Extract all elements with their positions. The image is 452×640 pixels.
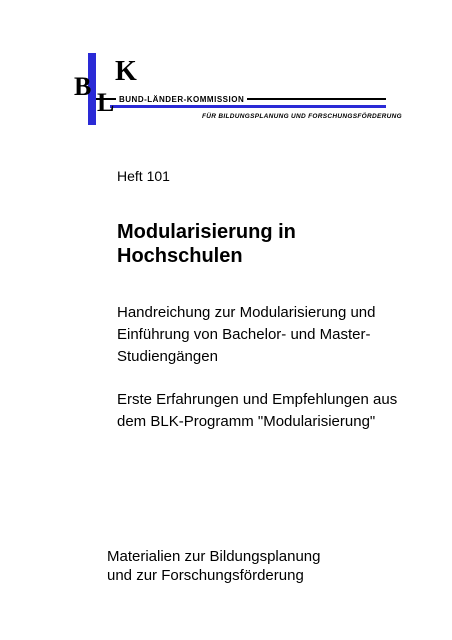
footer-line: und zur Forschungsförderung — [107, 567, 304, 584]
paragraph-line: dem BLK-Programm "Modularisierung" — [117, 413, 376, 430]
logo-subtitle: FÜR BILDUNGSPLANUNG UND FORSCHUNGSFÖRDERUNG — [202, 113, 402, 120]
logo-letter-l: L — [97, 88, 115, 117]
logo-blue-rule — [110, 105, 386, 108]
paragraph-line: Handreichung zur Modularisierung und — [117, 304, 376, 321]
description-paragraph — [117, 389, 427, 433]
title-line: Hochschulen — [117, 245, 243, 267]
logo-commission-name: BUND-LÄNDER-KOMMISSION — [116, 95, 247, 104]
blk-logo — [70, 50, 400, 130]
title-line: Modularisierung in — [117, 221, 296, 243]
subtitle-paragraph — [117, 302, 427, 368]
logo-letter-b: B — [74, 72, 92, 101]
series-footer — [107, 547, 320, 585]
paragraph-line: Einführung von Bachelor- und Master- — [117, 326, 371, 343]
footer-line: Materialien zur Bildungsplanung — [107, 548, 321, 565]
logo-letter-k: K — [115, 56, 137, 87]
issue-number: Heft 101 — [117, 168, 170, 184]
document-title — [117, 220, 417, 268]
paragraph-line: Erste Erfahrungen und Empfehlungen aus — [117, 391, 398, 408]
paragraph-line: Studiengängen — [117, 348, 218, 365]
